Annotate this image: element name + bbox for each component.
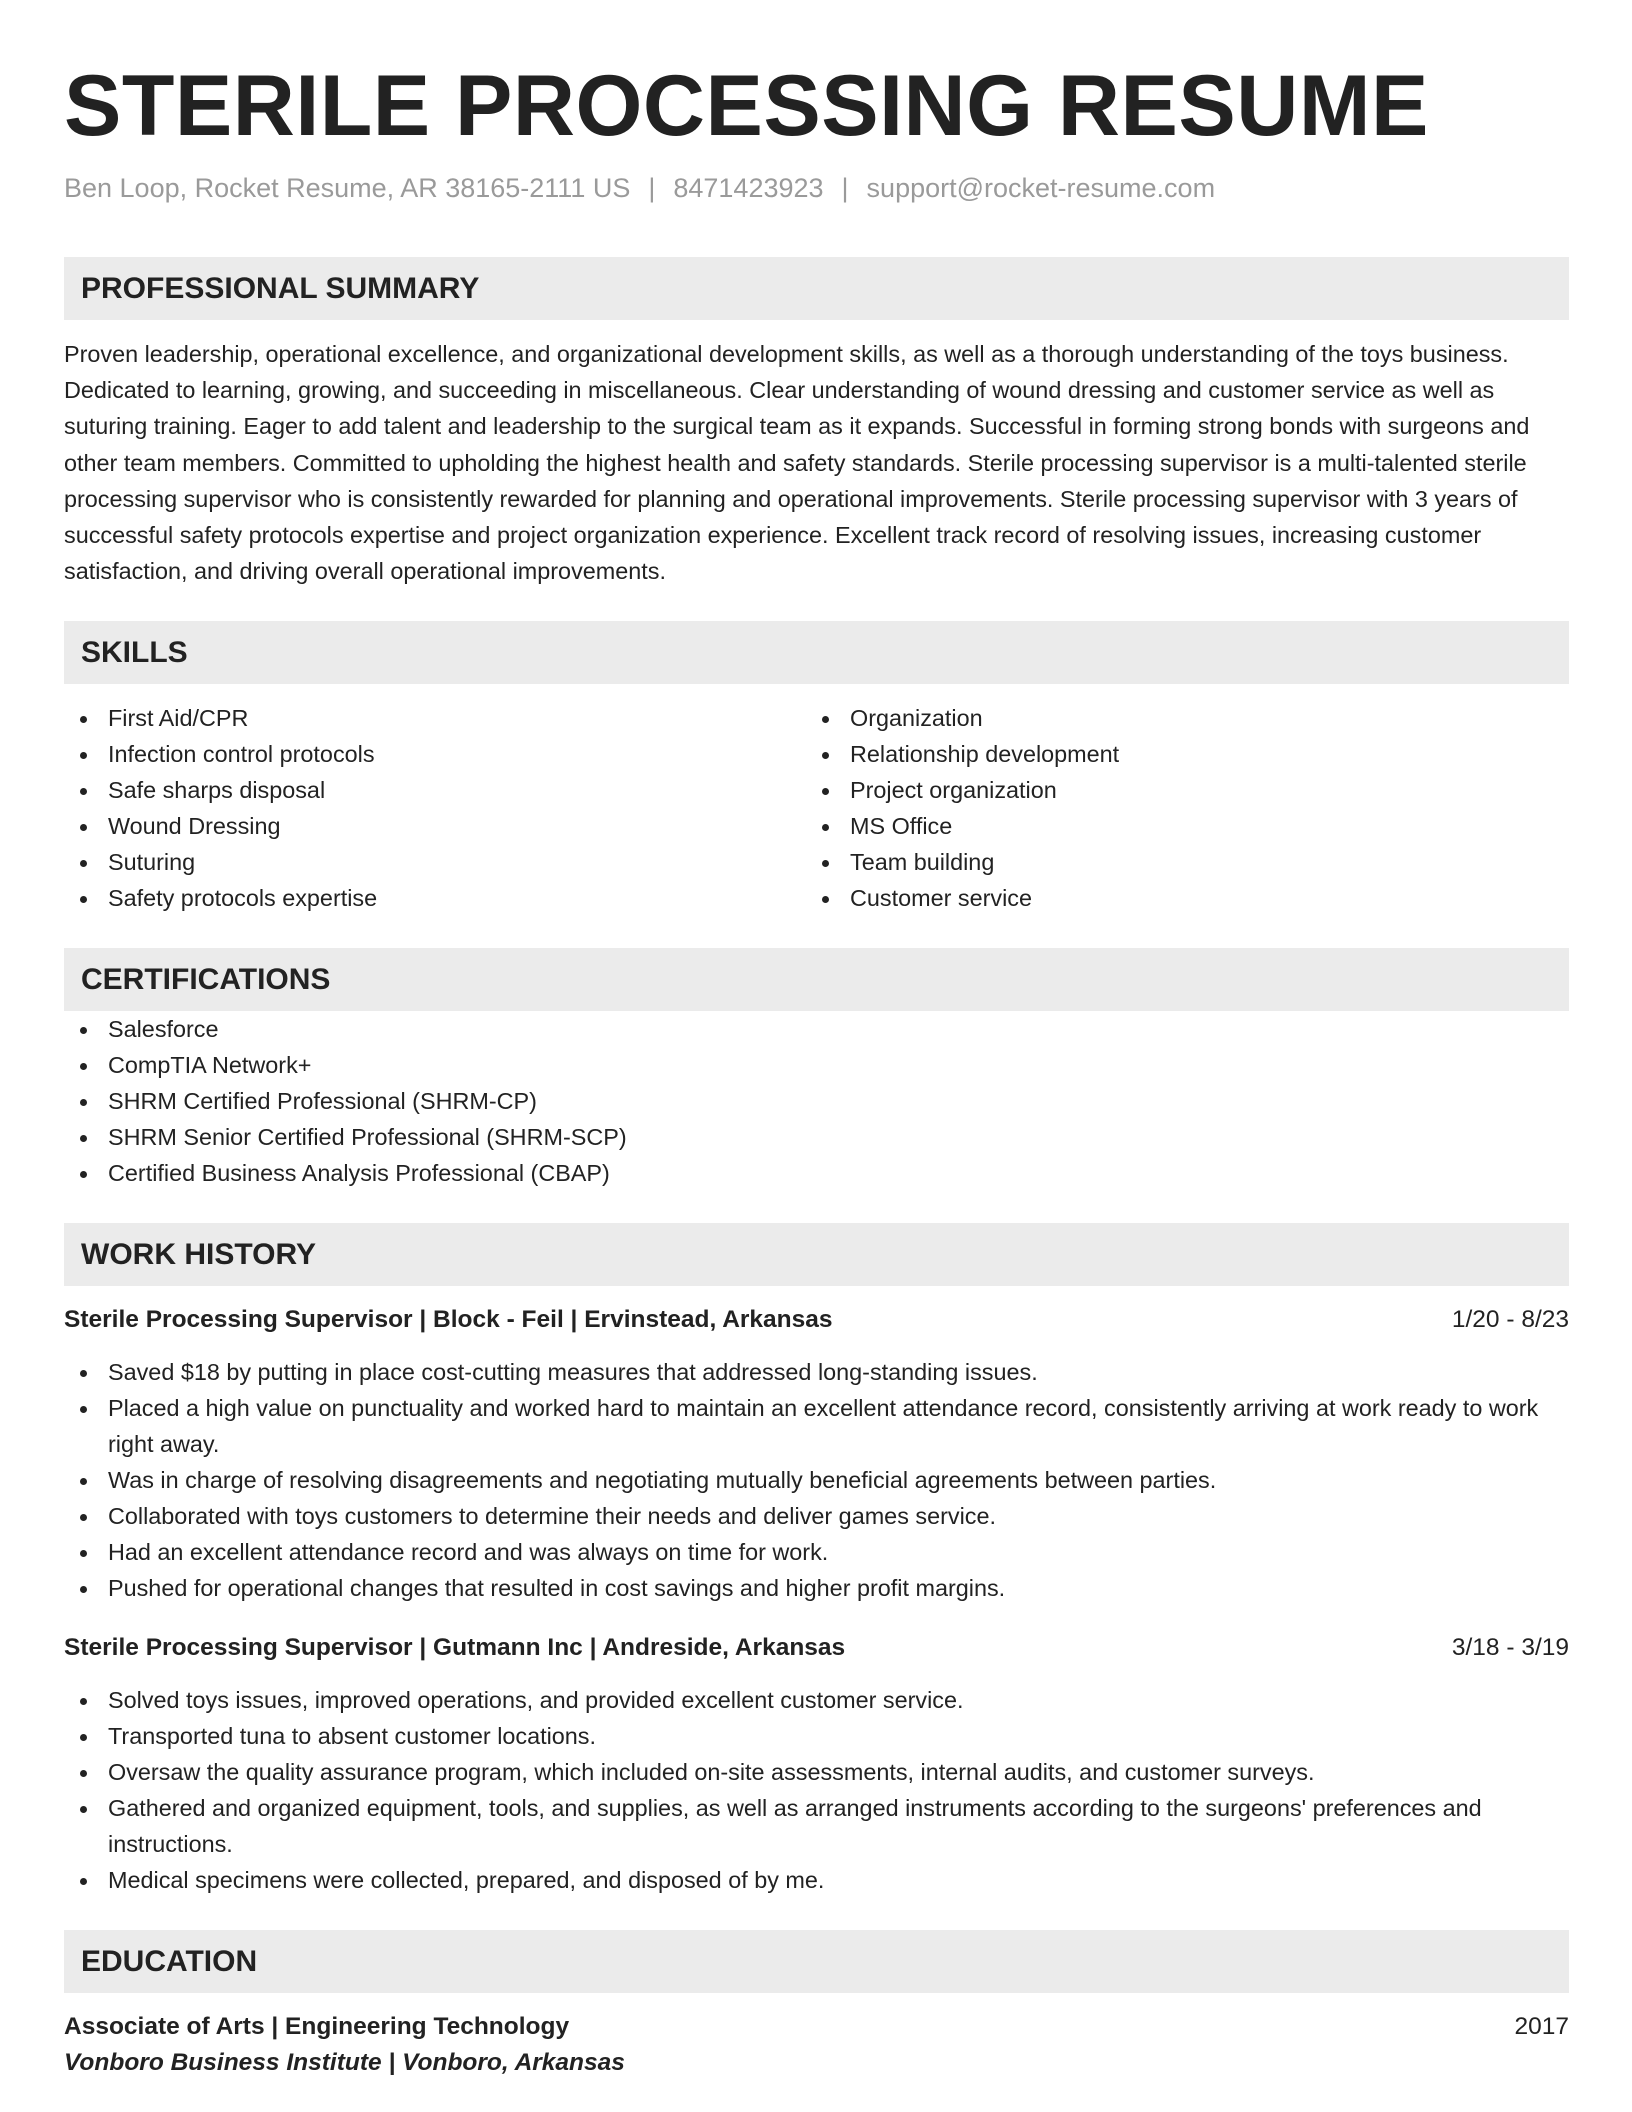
education-entry (64, 2009, 1569, 2081)
certification-item: Salesforce (64, 1011, 1569, 1047)
education-year: 2017 (1514, 2013, 1569, 2041)
contact-address: Ben Loop, Rocket Resume, AR 38165-2111 US (64, 173, 631, 203)
skill-item: Organization (806, 700, 1548, 736)
education-degree: Associate of Arts | Engineering Technology (64, 2013, 570, 2041)
contact-line (64, 170, 1569, 206)
section-header-skills: SKILLS (64, 621, 1569, 684)
job-bullets (64, 1354, 1569, 1606)
job-bullet: Gathered and organized equipment, tools, and supplies, as well as arranged instruments according to the surgeons' preferences and instructions. (64, 1790, 1569, 1862)
section-header-certifications: CERTIFICATIONS (64, 948, 1569, 1011)
certification-item: SHRM Certified Professional (SHRM-CP) (64, 1083, 1569, 1119)
section-header-summary: PROFESSIONAL SUMMARY (64, 257, 1569, 320)
skill-item: Project organization (806, 772, 1548, 808)
skill-item: Safe sharps disposal (64, 772, 806, 808)
skills-list (64, 700, 1569, 916)
contact-separator: | (841, 173, 849, 203)
contact-phone: 8471423923 (673, 173, 824, 203)
job-title: Sterile Processing Supervisor | Gutmann Inc | Andreside, Arkansas (64, 1634, 846, 1662)
skill-item: Customer service (806, 880, 1548, 916)
skill-item: Suturing (64, 844, 806, 880)
job-header (64, 1630, 1569, 1666)
job-bullet: Was in charge of resolving disagreements and negotiating mutually beneficial agreements between parties. (64, 1462, 1569, 1498)
education-school: Vonboro Business Institute | Vonboro, Arkansas (64, 2049, 625, 2077)
job-bullets (64, 1682, 1569, 1898)
summary-text: Proven leadership, operational excellence, and organizational development skills, as well as a thorough understanding of the toys business. Dedicated to learning, growing, and succeeding in miscellaneous. Clear understanding of wound dressing and customer service as well as suturing training. Eager to add talent and leadership to the surgical team as it expands. Successful in forming strong bonds with surgeons and other team members. Committed to upholding the highest health and safety standards. Sterile processing supervisor is a multi-talented sterile processing supervisor who is consistently rewarded for planning and operational improvements. Sterile processing supervisor with 3 years of successful safety protocols expertise and project organization experience. Excellent track record of resolving issues, increasing customer satisfaction, and driving overall operational improvements. (64, 341, 1530, 585)
contact-email[interactable]: support@rocket-resume.com (866, 173, 1216, 203)
certification-item: Certified Business Analysis Professional (CBAP) (64, 1155, 1569, 1191)
section-header-education: EDUCATION (64, 1930, 1569, 1993)
job-dates: 1/20 - 8/23 (1451, 1306, 1569, 1334)
skill-item: Safety protocols expertise (64, 880, 806, 916)
job-bullet: Pushed for operational changes that resulted in cost savings and higher profit margins. (64, 1570, 1569, 1606)
job-bullet: Placed a high value on punctuality and worked hard to maintain an excellent attendance record, consistently arriving at work ready to work right away. (64, 1390, 1569, 1462)
skill-item: Relationship development (806, 736, 1548, 772)
certifications-list (64, 1011, 1569, 1191)
certification-item: CompTIA Network+ (64, 1047, 1569, 1083)
skill-item: Infection control protocols (64, 736, 806, 772)
job-bullet: Solved toys issues, improved operations, and provided excellent customer service. (64, 1682, 1569, 1718)
skill-item: Team building (806, 844, 1548, 880)
skills-column-right (806, 700, 1548, 916)
job-bullet: Had an excellent attendance record and was always on time for work. (64, 1534, 1569, 1570)
skill-item: Wound Dressing (64, 808, 806, 844)
job-bullet: Oversaw the quality assurance program, which included on-site assessments, internal audits, and customer surveys. (64, 1754, 1569, 1790)
resume-page (64, 0, 1569, 2081)
job-entry (64, 1630, 1569, 1898)
job-header (64, 1302, 1569, 1338)
job-bullet: Collaborated with toys customers to determine their needs and deliver games service. (64, 1498, 1569, 1534)
certification-item: SHRM Senior Certified Professional (SHRM-SCP) (64, 1119, 1569, 1155)
job-bullet: Transported tuna to absent customer locations. (64, 1718, 1569, 1754)
job-title: Sterile Processing Supervisor | Block - Feil | Ervinstead, Arkansas (64, 1306, 833, 1334)
resume-title: STERILE PROCESSING RESUME (64, 58, 1429, 154)
section-header-work-history: WORK HISTORY (64, 1223, 1569, 1286)
job-bullet: Medical specimens were collected, prepared, and disposed of by me. (64, 1862, 1569, 1898)
skill-item: First Aid/CPR (64, 700, 806, 736)
contact-separator: | (648, 173, 656, 203)
skill-item: MS Office (806, 808, 1548, 844)
job-dates: 3/18 - 3/19 (1451, 1634, 1569, 1662)
job-entry (64, 1302, 1569, 1606)
education-header (64, 2009, 1569, 2045)
job-bullet: Saved $18 by putting in place cost-cutting measures that addressed long-standing issues. (64, 1354, 1569, 1390)
skills-column-left (64, 700, 806, 916)
